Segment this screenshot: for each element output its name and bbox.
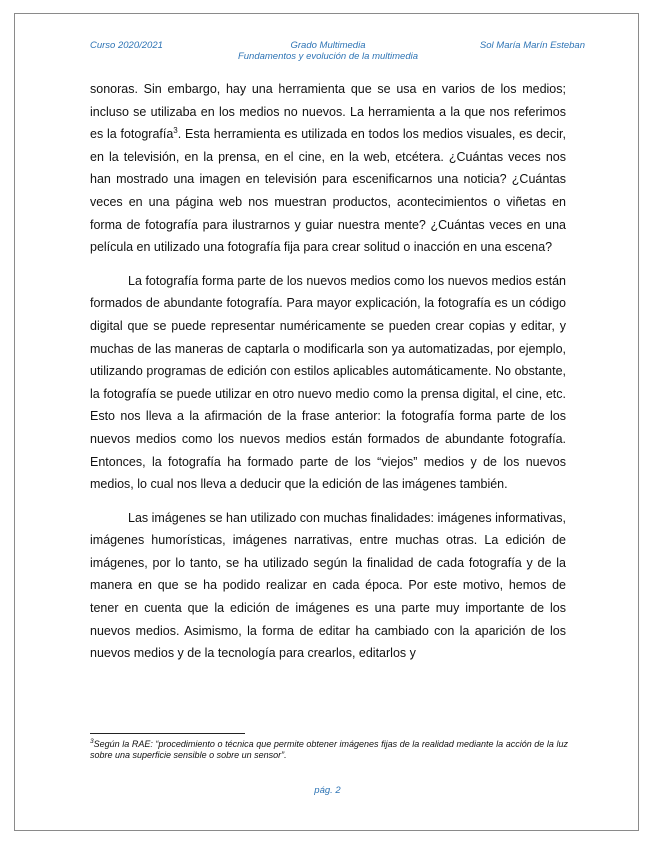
page-number: pág. 2	[314, 785, 341, 796]
footnote	[90, 739, 568, 761]
paragraph-3: Las imágenes se han utilizado con muchas finalidades: imágenes informativas, imágenes humorísticas, imágenes narrativas, entre muchas otras. La edición de imágenes, por lo tanto, se ha utilizado según la finalidad de cada fotografía y de la manera en que se ha podido realizar en cada época. Por este motivo, hemos de tener en cuenta que la edición de imágenes es una parte muy importante de los nuevos medios. Asimismo, la forma de editar ha cambiado con la aparición de los nuevos medios y de la tecnología para crearlos, editarlos y	[90, 510, 566, 661]
header-author: Sol María Marín Esteban	[479, 40, 585, 51]
footnote-reference[interactable]: 3	[173, 126, 178, 136]
paragraph-1-before: sonoras. Sin embargo, hay una herramienta que se usa en varios de los medios; incluso se utilizaba en los medios no nuevos. La herramienta a la que nos referimos es la fotografía	[90, 82, 566, 142]
header-degree: Grado Multimedia	[290, 40, 366, 51]
paragraph-2: La fotografía forma parte de los nuevos medios como los nuevos medios están formados de abundante fotografía. Para mayor explicación, la fotografía es un código digital que se puede representar numéricamente se pueden crear copias y editar, y muchas de las maneras de captarla o modificarla son ya automatizadas, por ejemplo, utilizando programas de edición con estilos aplicables automáticamente. No obstante, la fotografía se puede utilizar en otro nuevo medio como la prensa digital, el cine, etc. Esto nos lleva a la afirmación de la frase anterior: la fotografía forma parte de los nuevos medios como los nuevos medios están formados de abundante fotografía. Entonces, la fotografía ha formado parte de los “viejos” medios y de los nuevos medios, lo cual nos lleva a deducir que la edición de las imágenes también.	[90, 273, 566, 492]
paragraph-1-after: . Esta herramienta es utilizada en todos los medios visuales, es decir, en la televisión, en la prensa, en el cine, en la web, etcétera. ¿Cuántas veces nos han mostrado una imagen en televisión para escenificarnos una noticia? ¿Cuántas veces en una página web nos muestran productos, acontecimientos o viñetas en forma de fotografía para ilustrarnos y guiar nuestra mente? ¿Cuántas veces en una película en utilizado una fotografía fija para crear solitud o inacción en una escena?	[90, 127, 566, 255]
footnote-separator	[90, 733, 245, 734]
page-header	[0, 40, 655, 70]
paragraph-1	[90, 78, 566, 259]
footnote-marker: 3	[90, 738, 94, 745]
header-subject: Fundamentos y evolución de la multimedia	[237, 51, 419, 62]
header-center	[178, 40, 478, 62]
header-course: Curso 2020/2021	[90, 40, 163, 51]
document-body	[90, 78, 566, 676]
footnote-text: Según la RAE: “procedimiento o técnica que permite obtener imágenes fijas de la realidad mediante la acción de la luz sobre una superficie sensible o sobre un sensor”.	[90, 739, 568, 760]
